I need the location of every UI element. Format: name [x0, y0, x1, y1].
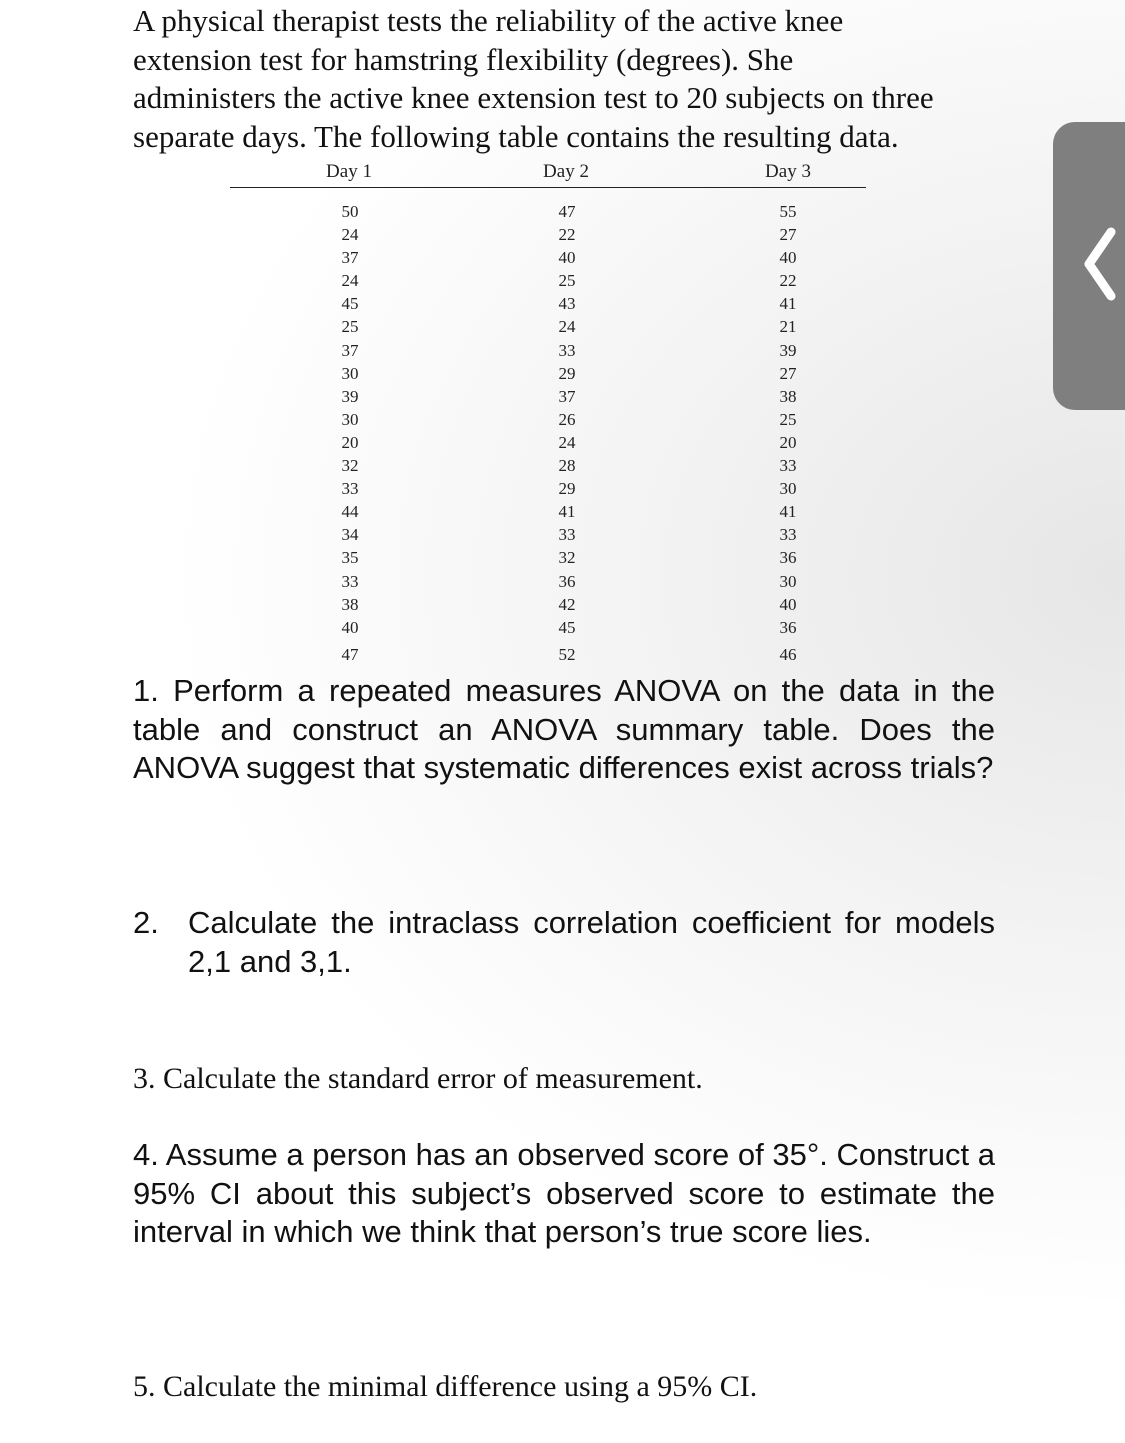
table-cell: 33: [558, 525, 576, 545]
table-cell: 30: [779, 479, 797, 499]
table-cell: 55: [779, 202, 797, 221]
table-cell: 47: [341, 644, 359, 664]
chevron-left-icon: [1079, 226, 1119, 302]
table-cell: 26: [558, 409, 576, 429]
table-cell: 27: [779, 225, 797, 245]
table-cell: 34: [341, 525, 359, 545]
problem-intro: [133, 2, 1013, 156]
table-cell: 46: [779, 644, 797, 664]
table-cell: 25: [341, 317, 359, 337]
table-cell: 40: [779, 594, 797, 614]
table-cell: 30: [341, 363, 359, 383]
intro-line: separate days. The following table contains the resulting data.: [133, 118, 899, 154]
table-cell: 40: [558, 248, 576, 268]
table-cell: 24: [558, 317, 576, 337]
table-cell: 30: [779, 571, 797, 591]
table-cell: 24: [341, 225, 359, 245]
table-cell: 21: [779, 317, 797, 337]
table-cell: 32: [341, 456, 359, 476]
table-cell: 47: [558, 202, 576, 221]
question-2-number: 2.: [133, 905, 159, 940]
table-cell: 33: [779, 525, 797, 545]
table-cell: 20: [779, 432, 797, 452]
column-day-1: [342, 200, 359, 666]
question-2-text: Calculate the intraclass correlation coefficient for models 2,1 and 3,1.: [188, 905, 995, 979]
intro-line: administers the active knee extension test to 20 subjects on three: [133, 80, 934, 115]
collapse-side-panel-button[interactable]: [1053, 122, 1125, 410]
table-cell: 52: [558, 644, 576, 664]
table-cell: 25: [779, 409, 797, 429]
column-day-2: [559, 200, 576, 666]
table-cell: 42: [558, 594, 576, 614]
table-cell: 32: [558, 548, 576, 568]
table-cell: 36: [558, 571, 576, 591]
table-cell: 38: [341, 594, 359, 614]
table-cell: 39: [779, 340, 797, 360]
table-cell: 33: [779, 456, 797, 476]
intro-line: A physical therapist tests the reliability of the active knee: [133, 3, 844, 38]
table-cell: 29: [558, 363, 576, 383]
intro-line: extension test for hamstring flexibility (degrees). She: [133, 41, 794, 77]
column-header-day-3: Day 3: [765, 161, 811, 182]
question-4: 4. Assume a person has an observed score of 35°. Construct a 95% CI about this subject’s observed score to estimate the interval in which we think that person’s true score lies.: [133, 1137, 995, 1249]
table-cell: 37: [341, 248, 359, 268]
table-cell: 40: [779, 248, 797, 268]
table-cell: 37: [558, 386, 576, 406]
table-cell: 38: [779, 386, 797, 406]
table-cell: 40: [341, 617, 359, 637]
table-cell: 33: [341, 479, 359, 499]
table-cell: 45: [341, 294, 359, 314]
table-cell: 45: [558, 617, 576, 637]
table-cell: 50: [341, 202, 359, 221]
column-header-day-2: Day 2: [543, 161, 589, 182]
table-cell: 22: [779, 271, 797, 291]
table-cell: 36: [779, 548, 797, 568]
table-cell: 39: [341, 386, 359, 406]
table-cell: 22: [558, 225, 576, 245]
table-cell: 28: [558, 456, 576, 476]
table-cell: 20: [341, 432, 359, 452]
header-rule: [230, 187, 866, 188]
table-cell: 41: [779, 502, 797, 522]
table-cell: 29: [558, 479, 576, 499]
question-1: 1. Perform a repeated measures ANOVA on the data in the table and construct an ANOVA summary table. Does the ANOVA suggest that systematic differences exist across trials?: [133, 673, 995, 785]
table-cell: 41: [779, 294, 797, 314]
table-cell: 37: [341, 340, 359, 360]
table-cell: 36: [779, 617, 797, 637]
question-5: 5. Calculate the minimal difference using a 95% CI.: [133, 1370, 758, 1403]
table-cell: 33: [558, 340, 576, 360]
table-cell: 44: [341, 502, 359, 522]
question-2: [133, 904, 995, 981]
table-cell: 33: [341, 571, 359, 591]
column-day-3: [780, 200, 797, 666]
table-cell: 25: [558, 271, 576, 291]
table-cell: 35: [341, 548, 359, 568]
table-cell: 24: [341, 271, 359, 291]
table-cell: 41: [558, 502, 576, 522]
table-cell: 27: [779, 363, 797, 383]
table-cell: 30: [341, 409, 359, 429]
table-cell: 43: [558, 294, 576, 314]
table-cell: 24: [558, 432, 576, 452]
column-header-day-1: Day 1: [326, 161, 372, 182]
question-3: 3. Calculate the standard error of measurement.: [133, 1062, 703, 1095]
